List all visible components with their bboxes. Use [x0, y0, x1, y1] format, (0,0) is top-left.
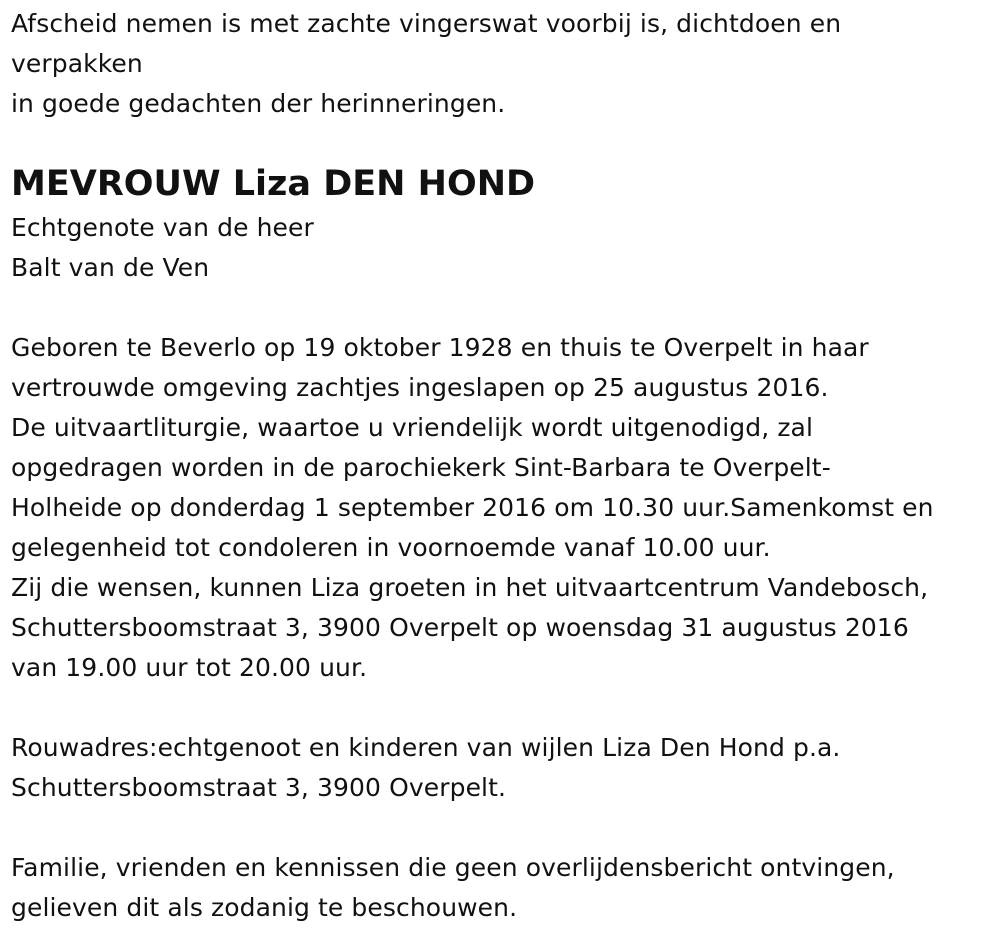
paragraph-spacer [11, 288, 991, 328]
obituary-document [11, 4, 991, 928]
announcement-line: opgedragen worden in de parochiekerk Sint-Barbara te Overpelt- [11, 453, 831, 482]
opening-verse [11, 4, 991, 124]
closing-note [11, 848, 991, 928]
announcement-line: Holheide op donderdag 1 september 2016 om 10.30 uur.Samenkomst en [11, 493, 934, 522]
announcement-line: De uitvaartliturgie, waartoe u vriendelijk wordt uitgenodigd, zal [11, 413, 814, 442]
closing-line: Familie, vrienden en kennissen die geen overlijdensbericht ontvingen, [11, 853, 895, 882]
verse-line: Afscheid nemen is met zachte vingerswat voorbij is, dichtdoen en [11, 9, 842, 38]
deceased-name: MEVROUW Liza DEN HOND [11, 164, 536, 204]
announcement-line: vertrouwde omgeving zachtjes ingeslapen op 25 augustus 2016. [11, 373, 829, 402]
announcement-line: Schuttersboomstraat 3, 3900 Overpelt op woensdag 31 augustus 2016 [11, 613, 909, 642]
announcement-paragraph [11, 328, 991, 688]
address-line: Schuttersboomstraat 3, 3900 Overpelt. [11, 773, 507, 802]
announcement-line: van 19.00 uur tot 20.00 uur. [11, 653, 368, 682]
announcement-line: Geboren te Beverlo op 19 oktober 1928 en thuis te Overpelt in haar [11, 333, 869, 362]
address-line: Rouwadres:echtgenoot en kinderen van wijlen Liza Den Hond p.a. [11, 733, 841, 762]
verse-line: verpakken [11, 49, 143, 78]
paragraph-spacer [11, 688, 991, 728]
mourning-address [11, 728, 991, 808]
paragraph-spacer [11, 808, 991, 848]
announcement-line: Zij die wensen, kunnen Liza groeten in het uitvaartcentrum Vandebosch, [11, 573, 929, 602]
relation-line: Echtgenote van de heer [11, 213, 314, 242]
deceased-section [11, 160, 991, 288]
closing-line: gelieven dit als zodanig te beschouwen. [11, 893, 518, 922]
announcement-line: gelegenheid tot condoleren in voornoemde vanaf 10.00 uur. [11, 533, 771, 562]
relation-line: Balt van de Ven [11, 253, 210, 282]
verse-line: in goede gedachten der herinneringen. [11, 89, 506, 118]
